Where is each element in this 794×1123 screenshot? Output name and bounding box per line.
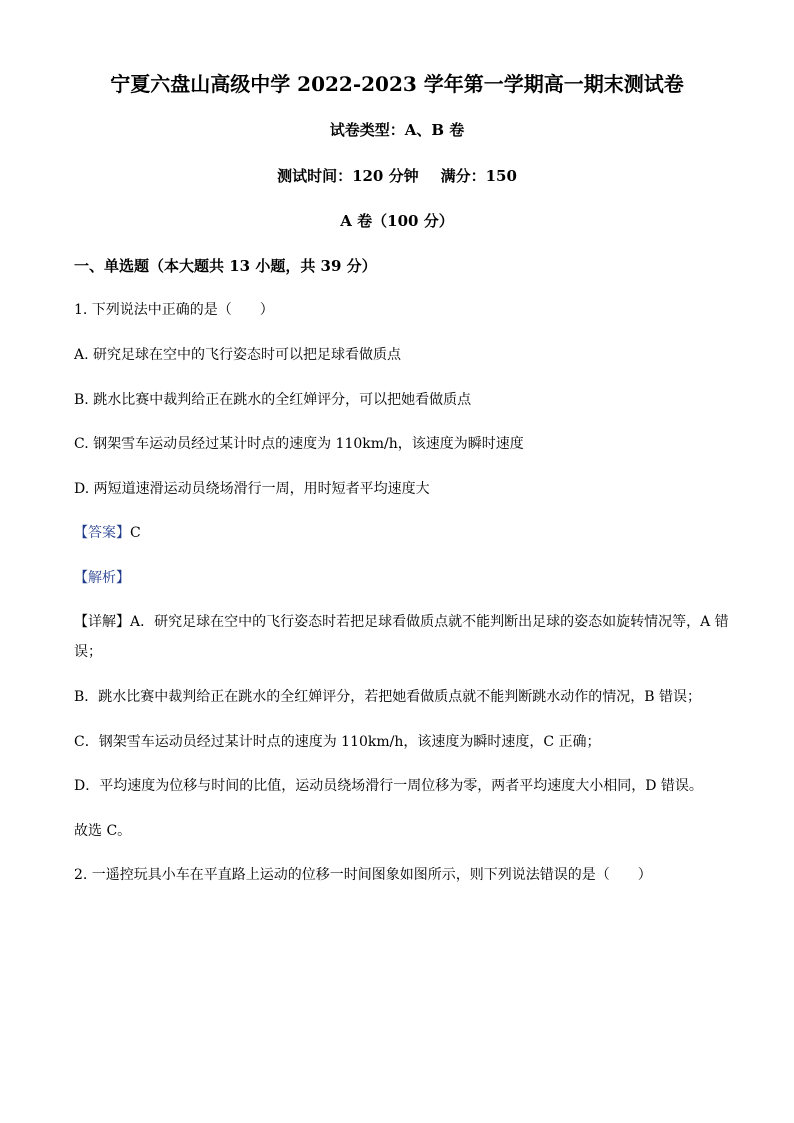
detail-c: C．钢架雪车运动员经过某计时点的速度为 110km/h，该速度为瞬时速度，C 正确； [74,734,601,750]
question-1-option-b: B. 跳水比赛中裁判给正在跳水的全红婵评分，可以把她看做质点 [74,392,472,408]
question-1-option-c: C. 钢架雪车运动员经过某计时点的速度为 110km/h，该速度为瞬时速度 [74,436,524,452]
question-1-option-a: A. 研究足球在空中的飞行姿态时可以把足球看做质点 [74,347,402,363]
detail-tag: 【详解】 [74,614,130,630]
paper-type: 试卷类型：A、B 卷 [329,121,465,139]
answer-line [74,523,734,543]
conclusion: 故选 C。 [74,823,132,839]
question-2-stem: 2. 一遥控玩具小车在平直路上运动的位移一时间图象如图所示，则下列说法错误的是（ ） [74,867,652,883]
detail-a-line-2: 误； [74,644,102,660]
detail-a-text: A．研究足球在空中的飞行姿态时若把足球看做质点就不能判断出足球的姿态如旋转情况等，A 错 [130,614,729,630]
exam-score: 满分：150 [440,167,517,185]
exam-time: 测试时间：120 分钟 [277,167,419,185]
question-1-stem: 1. 下列说法中正确的是（ ） [74,302,274,318]
detail-b: B．跳水比赛中裁判给正在跳水的全红婵评分，若把她看做质点就不能判断跳水动作的情况，B 错误； [74,689,702,705]
answer-tag: 【答案】 [74,525,130,541]
page-title: 宁夏六盘山高级中学 2022-2023 学年第一学期高一期末测试卷 [110,72,684,96]
detail-d: D．平均速度为位移与时间的比值，运动员绕场滑行一周位移为零，两者平均速度大小相同，D 错误。 [74,778,703,794]
analysis-tag: 【解析】 [74,570,130,586]
detail-a-line-1 [74,612,734,632]
analysis-line [74,568,734,588]
answer-value: C [130,525,141,541]
question-1-option-d: D. 两短道速滑运动员绕场滑行一周，用时短者平均速度大 [74,481,430,497]
section-heading: 一、单选题（本大题共 13 小题，共 39 分） [74,257,377,275]
part-a-heading: A 卷（100 分） [340,212,454,230]
exam-info [0,166,794,186]
